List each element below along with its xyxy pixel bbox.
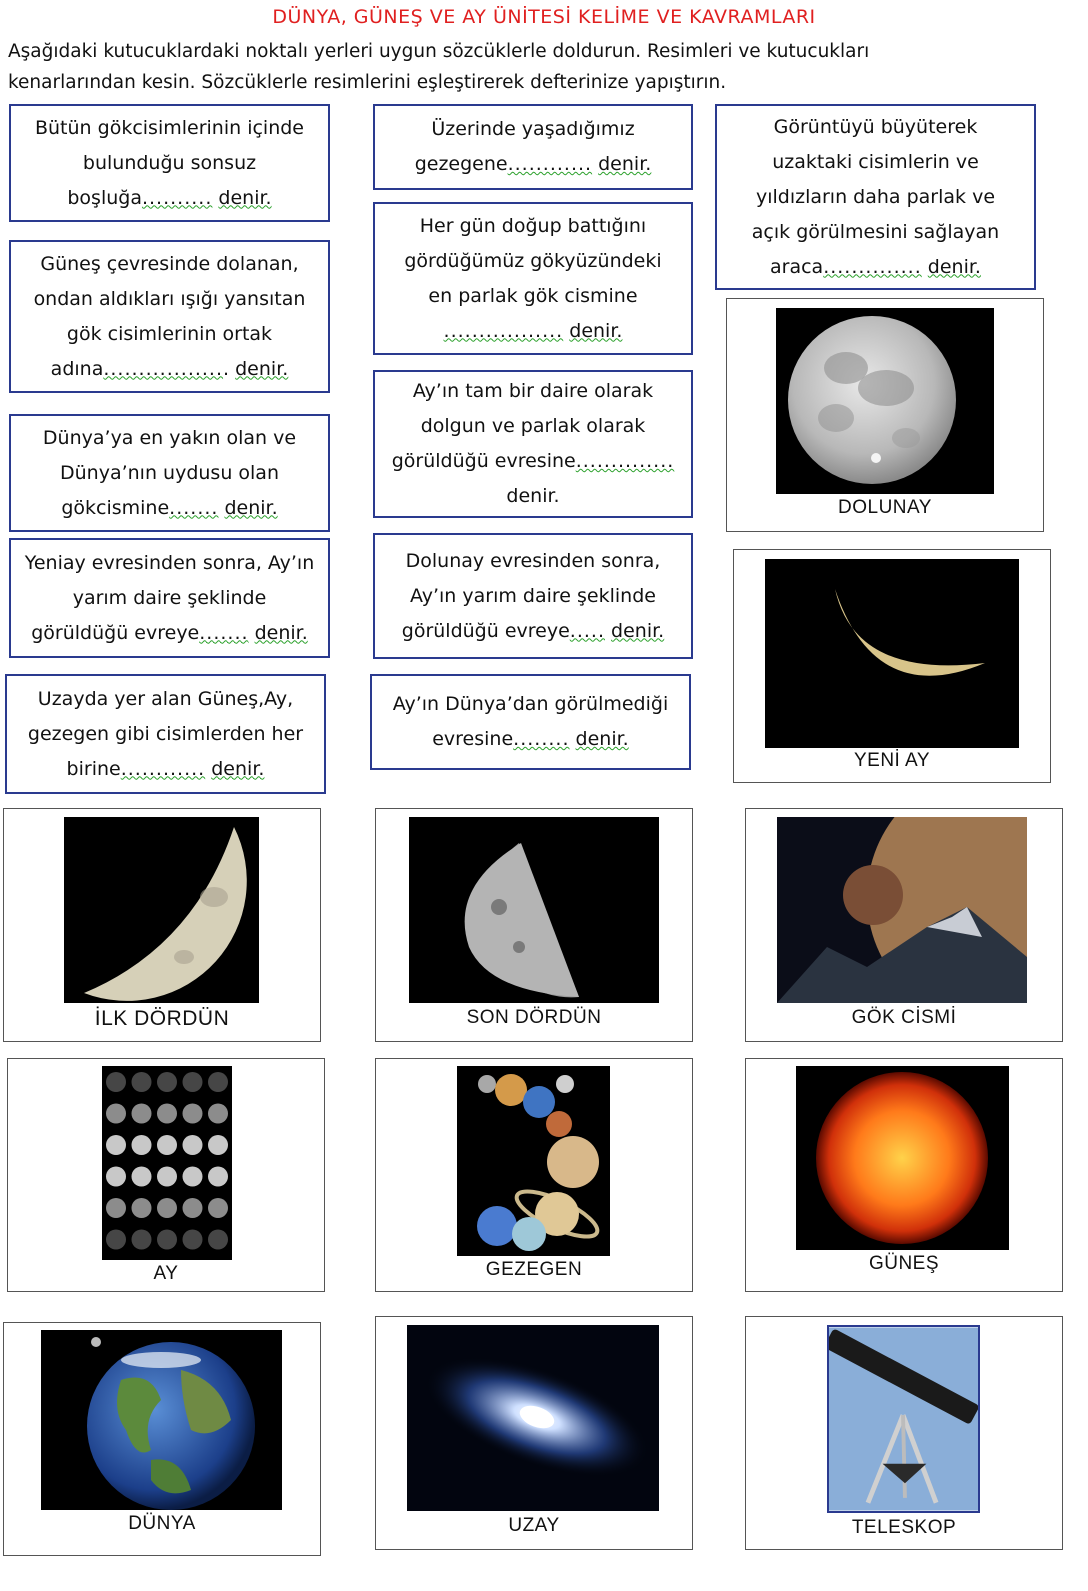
fill-in-blank: ............ [120, 757, 206, 780]
denir-word: denir. [235, 357, 289, 380]
definition-lead: adına [50, 357, 104, 380]
moon-phase-icon [183, 1072, 203, 1092]
moon-phase-icon [183, 1135, 203, 1155]
definition-line: Üzerinde yaşadığımız [431, 118, 635, 140]
moon-phase-icon [106, 1072, 126, 1092]
caption-dunya: DÜNYA [128, 1513, 196, 1534]
definition-box-son-dordun [373, 533, 693, 659]
card-dolunay [726, 298, 1044, 532]
moon-phase-icon [157, 1104, 177, 1124]
definition-line: yıldızların daha parlak ve [755, 185, 996, 208]
moon-phase-icon [157, 1198, 177, 1218]
definition-line: en parlak gök cismine [428, 284, 638, 307]
fill-in-blank: ....... [199, 621, 249, 644]
fill-in-blank: .......... [141, 186, 213, 209]
moon-phase-icon [132, 1198, 152, 1218]
definition-line: bulunduğu sonsuz [82, 151, 257, 174]
moon-phase-icon [157, 1072, 177, 1092]
instructions-line-2: kenarlarından kesin. Sözcüklerle resimlerini eşleştirerek defterinize yapıştırın. [8, 72, 727, 93]
caption-teleskop: TELESKOP [851, 1517, 957, 1538]
definition-line: uzaktaki cisimlerin ve [772, 150, 979, 173]
definition-lead: gökcismine [61, 496, 170, 519]
moon-phase-icon [208, 1104, 228, 1124]
definition-lead: görüldüğü evreye [31, 621, 200, 644]
caption-yeni-ay: YENİ AY [853, 750, 930, 771]
denir-word: denir. [927, 255, 981, 278]
moon-phase-icon [183, 1198, 203, 1218]
moon-phase-icon [208, 1167, 228, 1187]
card-son-dordun [375, 808, 693, 1042]
sun-image [796, 1066, 1009, 1250]
definition-lead: görüldüğü evresine [391, 450, 576, 472]
definition-box-ay [9, 414, 330, 532]
definition-line: Dolunay evresinden sonra, [405, 549, 661, 572]
definition-box-ilk-dordun [9, 538, 330, 658]
moon-phase-icon [208, 1135, 228, 1155]
denir-word: denir. [611, 619, 665, 642]
caption-gezegen: GEZEGEN [485, 1259, 583, 1280]
definition-line: Yeniay evresinden sonra, Ay’ın [24, 551, 315, 574]
card-gezegen [375, 1058, 693, 1292]
denir-word: denir. [575, 728, 629, 750]
card-yeni-ay [733, 549, 1051, 783]
moon-phase-icon [106, 1104, 126, 1124]
definition-line: yarım daire şeklinde [72, 586, 267, 609]
moon-phases-image [102, 1066, 232, 1260]
fill-in-blank: ................. [103, 357, 224, 380]
definition-line: Ay’ın tam bir daire olarak [412, 380, 654, 402]
definition-line: Dünya’nın uydusu olan [59, 461, 279, 484]
first-quarter-image [64, 817, 259, 1003]
definition-text [25, 546, 315, 651]
moon-phase-icon [157, 1135, 177, 1155]
definition-text [415, 112, 652, 182]
moon-phase-icon [132, 1230, 152, 1250]
earth-image [41, 1330, 282, 1510]
definition-line: ondan aldıkları ışığı yansıtan [33, 287, 306, 310]
definition-text [43, 421, 296, 526]
definition-text [28, 682, 303, 787]
moon-phase-icon [132, 1072, 152, 1092]
definition-box-gezegen [9, 240, 330, 393]
denir-word: denir. [254, 621, 308, 644]
denir-word: denir. [224, 496, 278, 519]
definition-box-uzay [9, 104, 330, 222]
denir-word: denir. [569, 319, 623, 342]
card-ay [7, 1058, 325, 1292]
moon-phase-icon [183, 1167, 203, 1187]
definition-box-dunya [373, 104, 693, 190]
definition-line: Uzayda yer alan Güneş,Ay, [37, 687, 294, 710]
definition-lead: gezegene [414, 153, 508, 175]
moon-phase-icon [208, 1198, 228, 1218]
caption-uzay: UZAY [508, 1515, 560, 1536]
last-quarter-image [409, 817, 659, 1003]
moon-phase-icon [157, 1167, 177, 1187]
moon-phase-icon [132, 1104, 152, 1124]
definition-line: Görüntüyü büyüterek [773, 115, 978, 138]
definition-lead: görüldüğü evreye [401, 619, 570, 642]
definition-trail: . [223, 357, 230, 380]
moon-phase-icon [132, 1167, 152, 1187]
definition-line: gök cisimlerinin ortak [66, 322, 273, 345]
moon-phase-icon [106, 1135, 126, 1155]
definition-line: gezegen gibi cisimlerden her [27, 722, 304, 745]
card-dunya [3, 1322, 321, 1556]
card-uzay [375, 1316, 693, 1550]
fill-in-blank: ....... [169, 496, 219, 519]
instructions [8, 36, 1068, 98]
moon-phase-icon [106, 1167, 126, 1187]
definition-box-dolunay [373, 370, 693, 518]
definition-lead: evresine [432, 728, 514, 750]
definition-text [393, 687, 668, 757]
definition-line: dolgun ve parlak olarak [420, 415, 646, 437]
denir-word: denir. [211, 757, 265, 780]
moon-phase-icon [106, 1198, 126, 1218]
definition-line: Ay’ın yarım daire şeklinde [410, 584, 656, 607]
card-teleskop [745, 1316, 1063, 1550]
moon-phase-icon [208, 1230, 228, 1250]
full-moon-image [776, 308, 994, 494]
page-title: DÜNYA, GÜNEŞ VE AY ÜNİTESİ KELİME VE KAVRAMLARI [272, 6, 816, 28]
definition-text [35, 111, 304, 216]
telescope-image [827, 1325, 980, 1513]
denir-word: denir. [506, 485, 560, 507]
caption-son-dordun: SON DÖRDÜN [466, 1007, 602, 1028]
caption-ay: AY [153, 1263, 179, 1284]
card-gok-cismi [745, 808, 1063, 1042]
definition-line: Ay’ın Dünya’dan görülmediği [392, 693, 669, 715]
caption-dolunay: DOLUNAY [838, 497, 932, 518]
definition-text [392, 374, 675, 514]
card-gunes [745, 1058, 1063, 1292]
moon-phase-icon [106, 1230, 126, 1250]
definition-line: Her gün doğup battığını [419, 214, 647, 237]
caption-gunes: GÜNEŞ [868, 1253, 940, 1274]
definition-box-gok-cismi [5, 674, 326, 794]
fill-in-blank: .............. [575, 450, 675, 472]
fill-in-blank: ........ [513, 728, 570, 750]
fill-in-blank: ............ [507, 153, 593, 175]
space-galaxy-image [407, 1325, 659, 1511]
fill-in-blank: .............. [823, 255, 922, 278]
moon-phase-icon [183, 1230, 203, 1250]
card-ilk-dordun [3, 808, 321, 1042]
new-moon-image [765, 559, 1019, 748]
definition-line: Dünya’ya en yakın olan ve [42, 426, 297, 449]
denir-word: denir. [218, 186, 272, 209]
denir-word: denir. [598, 153, 652, 175]
definition-line: Bütün gökcisimlerinin içinde [34, 116, 304, 139]
definition-line: açık görülmesini sağlayan [751, 220, 1000, 243]
instructions-line-1: Aşağıdaki kutucuklardaki noktalı yerleri uygun sözcüklerle doldurun. Resimleri ve kutucukları [8, 41, 870, 62]
definition-box-yeni-ay [370, 674, 691, 770]
moon-phase-icon [183, 1104, 203, 1124]
caption-ilk-dordun: İLK DÖRDÜN [94, 1007, 230, 1030]
definition-text [34, 247, 306, 387]
definition-text [404, 209, 661, 349]
definition-text [402, 544, 664, 649]
definition-box-teleskop [715, 104, 1036, 290]
moon-phase-icon [208, 1072, 228, 1092]
definition-line: Güneş çevresinde dolanan, [40, 252, 299, 275]
celestial-body-image [777, 817, 1027, 1003]
definition-lead: araca [770, 255, 824, 278]
definition-line: gördüğümüz gökyüzündeki [404, 249, 662, 272]
fill-in-blank: ................. [443, 319, 564, 342]
definition-text [752, 110, 999, 285]
definition-lead: birine [66, 757, 121, 780]
planets-image [457, 1066, 610, 1256]
moon-phase-icon [132, 1135, 152, 1155]
moon-phase-icon [157, 1230, 177, 1250]
definition-lead: boşluğa [67, 186, 142, 209]
fill-in-blank: ..... [569, 619, 605, 642]
caption-gok-cismi: GÖK CİSMİ [851, 1007, 957, 1028]
definition-box-gunes [373, 202, 693, 355]
